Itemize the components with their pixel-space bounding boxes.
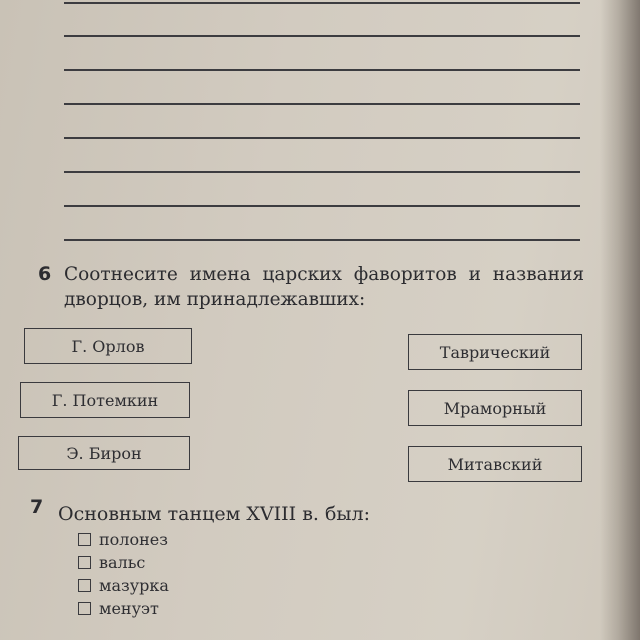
answer-line xyxy=(64,171,580,173)
checkbox-mazurka[interactable] xyxy=(78,579,91,592)
option-waltz[interactable] xyxy=(78,553,145,572)
answer-line xyxy=(64,103,580,105)
checkbox-polonaise[interactable] xyxy=(78,533,91,546)
option-label: менуэт xyxy=(99,599,159,618)
answer-line xyxy=(64,69,580,71)
palace-box-mitavsky[interactable]: Митавский xyxy=(408,446,582,482)
question-7-number: 7 xyxy=(30,496,44,518)
answer-line xyxy=(64,239,580,241)
question-6-number: 6 xyxy=(38,263,52,285)
question-6-text-line1: Соотнесите имена царских фаворитов и названия xyxy=(64,264,584,285)
book-spine-shadow xyxy=(600,0,640,640)
favorite-box-biron[interactable]: Э. Бирон xyxy=(18,436,190,470)
option-polonaise[interactable] xyxy=(78,530,168,549)
question-6-text-line2: дворцов, им принадлежавших: xyxy=(64,289,366,310)
answer-line xyxy=(64,35,580,37)
option-label: полонез xyxy=(99,530,168,549)
favorite-box-potemkin[interactable]: Г. Потемкин xyxy=(20,382,190,418)
checkbox-waltz[interactable] xyxy=(78,556,91,569)
option-label: мазурка xyxy=(99,576,169,595)
answer-line xyxy=(64,2,580,4)
answer-line xyxy=(64,137,580,139)
checkbox-minuet[interactable] xyxy=(78,602,91,615)
option-mazurka[interactable] xyxy=(78,576,169,595)
favorite-box-orlov[interactable]: Г. Орлов xyxy=(24,328,192,364)
answer-line xyxy=(64,205,580,207)
palace-box-tavrichesky[interactable]: Таврический xyxy=(408,334,582,370)
option-minuet[interactable] xyxy=(78,599,159,618)
palace-box-mramorny[interactable]: Мраморный xyxy=(408,390,582,426)
option-label: вальс xyxy=(99,553,146,572)
question-7-text: Основным танцем XVIII в. был: xyxy=(58,503,371,525)
